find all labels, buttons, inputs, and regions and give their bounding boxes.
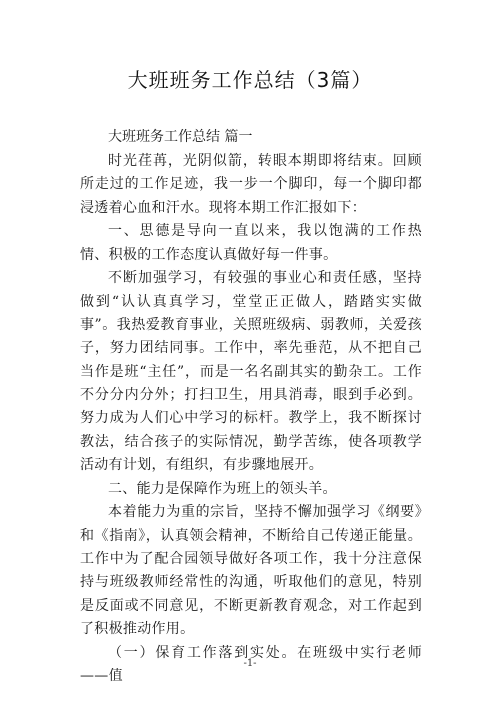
- page-number: -1-: [243, 658, 257, 669]
- document-title: 大班班务工作总结（3篇）: [127, 68, 373, 92]
- paragraph-ethics: 一、思德是导向一直以来，我以饱满的工作热情、积极的工作态度认真做好每一件事。: [80, 223, 422, 263]
- paragraph-intro: 时光荏苒，光阴似箭，转眼本期即将结束。回顾所走过的工作足迹，我一步一个脚印，每一个脚印都浸透着心血和汗水。现将本期工作汇报如下：: [80, 153, 422, 216]
- document-body: [80, 126, 422, 689]
- section-heading: 大班班务工作总结 篇一: [108, 129, 253, 145]
- paragraph-care: （一）保育工作落到实处。在班级中实行老师——值: [80, 644, 422, 685]
- paragraph-learning: 不断加强学习，有较强的事业心和责任感，坚持做到“认认真真学习，堂堂正正做人，踏踏实实做事”。我热爱教育事业，关照班级病、弱教师，关爱孩子，努力团结同事。工作中，率先垂范，从不把自己当作是班“主任”，而是一名名副其实的勤杂工。工作不分分内分外；打扫卫生，用具消毒，眼到手必到。努力成为人们心中学习的标杆。教学上，我不断探讨教法，结合孩子的实际情况，勤学苦练，使各项教学活动有计划，有组织，有步骤地展开。: [80, 270, 422, 473]
- paragraph-ability: 本着能力为重的宗旨，坚持不懈加强学习《纲要》和《指南》，认真领会精神，不断给自己传递正能量。工作中为了配合园领导做好各项工作，我十分注意保持与班级教师经常性的沟通，听取他们的意见，特别是反面或不同意见，不断更新教育观念，对工作起到了积极推动作用。: [80, 504, 422, 637]
- paragraph-ability-heading: 二、能力是保障作为班上的领头羊。: [108, 480, 337, 497]
